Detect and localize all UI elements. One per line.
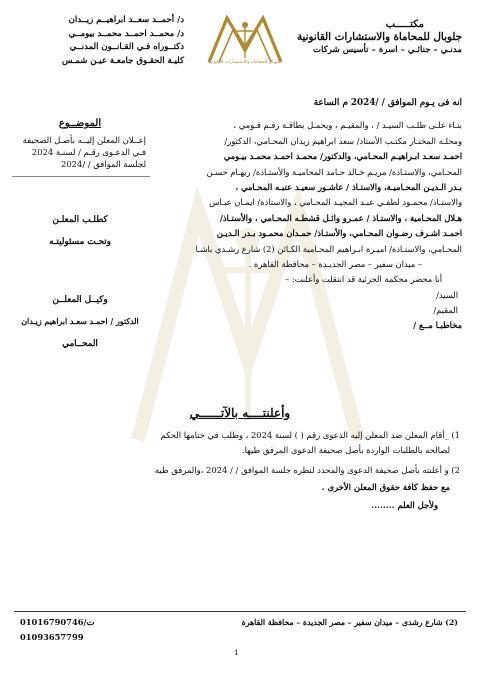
- date-line: انه فى يـوم الموافق / /2024 م الساعة: [313, 98, 462, 108]
- intro-line: بـدر الـديـن المحـاميـة، والاستـاذ / عاشـور سعيـد عتبـه المحـامي ،: [235, 181, 462, 192]
- lawyer-degree: دكتــوراه فـي القـانــون المدنــي: [69, 42, 184, 52]
- notice-item-1-cont: لصالحه بالطلبات الواردة بأصل صحيفة الدعوى المرفق طيها.: [241, 445, 450, 456]
- sidebar-divider: [12, 176, 150, 177]
- intro-line: بنـاء علـى طلـب السيـد / ، والمقيـم ، ويحمـل بطاقـة رقـم قـومي ،: [233, 120, 462, 131]
- phone-2: 01093657799: [20, 632, 84, 642]
- agent-title: وكيــل المعلــن: [52, 295, 108, 305]
- subject-line: فـي الدعـوى رقـم / لسنـة 2024: [31, 147, 146, 157]
- office-name: جلوبال للمحاماة والاستشارات القانونية: [297, 31, 462, 43]
- intro-line: احمـد اشـرف رضـوان المحـامي، والأستـاذ/ حمـدان محمـود بـدر الـديـن: [216, 228, 462, 239]
- firm-logo: [197, 12, 293, 76]
- court-line: أنا محضر محكمة الجزئية قد انتقلت وأعلنت: –: [285, 274, 442, 285]
- footer-address: (2) شارع رشدى – ميدان سفير – مصر الجديدة – محافظة القاهرة: [241, 618, 458, 627]
- intro-line: المحـامي، والاستـاذة/ مريـم خـالد حـامد المحاميـة والأستـاذة/ ريهـام حسـن: [206, 166, 462, 177]
- lawyer-2: د/ محمــد احمــد محمــد بيومــي: [68, 28, 184, 39]
- addressed-label: مخاطبـا مــع /: [413, 320, 462, 331]
- lawyers-header: [14, 14, 184, 68]
- intro-line: هـلال المحـامية ، والاستـاذ / عمـرو وائـل قشطـه المحـامي ، والأستـاذ/: [219, 212, 462, 223]
- page-number: 1: [234, 648, 239, 657]
- subject-title: الموضــوع: [58, 118, 102, 129]
- notice-intro: [167, 96, 462, 334]
- intro-line: المحـامي، والاستـاذة/ اميـرة ابـراهيم المحـامية الكـائن (2) شارع رشـدي باشـا: [195, 243, 462, 254]
- footer-divider: [14, 611, 466, 612]
- notice-item-2: 2) و أعلنته بأصل صحيفة الدعوى والمحدد لنظره جلسة الموافق / / 2024 ،والمرفق طيه: [154, 464, 460, 475]
- agent-role: المحــامي: [62, 339, 98, 349]
- office-specialties: مدنـي – جنائـي – اسرة – تأسيس شركات: [313, 45, 462, 55]
- requester-title: كطلـب المعلـن: [52, 215, 108, 225]
- agent-name: الدكتور / احمـد سعـد ابراهيم زيـدان: [21, 317, 139, 326]
- lawyer-faculty: كليـة الحقـوق جامعـة عيـن شمـس: [61, 55, 184, 66]
- office-label: مكتـــــب: [385, 19, 424, 30]
- office-header: [282, 18, 462, 57]
- notice-item-1: 1) _أقام المعلن ضد المعلن إليه الدعوى رقم ( ) لسنة 2024 ، وطلب في ختامها الحكم: [160, 430, 460, 440]
- subject-line: لجلسة الموافق / /2024: [60, 159, 146, 169]
- agent-box: [10, 294, 150, 350]
- requester-box: [10, 214, 150, 248]
- subject-line: إعــلان المعلن إليــه بأصـل الصحيفة: [22, 135, 146, 145]
- notice-title: وأعلنتــــه بالآتــــــي: [189, 406, 291, 420]
- lawyer-1: د/ أحمــد سعــد ابراهيــم زيــدان: [68, 15, 184, 25]
- footer-phones: [20, 615, 94, 645]
- phone-1: 01016790746/ت: [20, 617, 95, 627]
- intro-line: – ميدان سفير – مصر الجديـدة – محافظة القاهرة .: [248, 258, 422, 269]
- closing-line: ولأجل العلم ........: [371, 499, 438, 510]
- reserve-rights: مع حفظ كافة حقوق المعلن الأخرى .: [321, 482, 450, 493]
- subject-box: [10, 118, 150, 170]
- intro-line: والاستـاذ/ محمـود لطفـي عبـد المجيـد المحـامي ، والاستاذة/ ايمـان عبـاس: [209, 197, 462, 208]
- logo-caption: جلوبال للمحاماه والاستشارات القانونيه: [208, 60, 282, 65]
- intro-line: احمـد سعـد ابـراهيـم المحـامي، والدكتور/ محمـد احمـد محمـد بيـومي: [223, 151, 462, 162]
- notice-body: [20, 428, 460, 513]
- sayed-label: السيد/: [436, 289, 458, 300]
- muqeem-label: المقيم/: [433, 305, 458, 316]
- intro-line: ومحلـه المختـار مكتـب الأستاذ/ سعد ابراهيم زيدان المحـامي، الدكتور/: [224, 135, 462, 146]
- requester-sub: وتحـت مسئوليتـه: [49, 237, 111, 247]
